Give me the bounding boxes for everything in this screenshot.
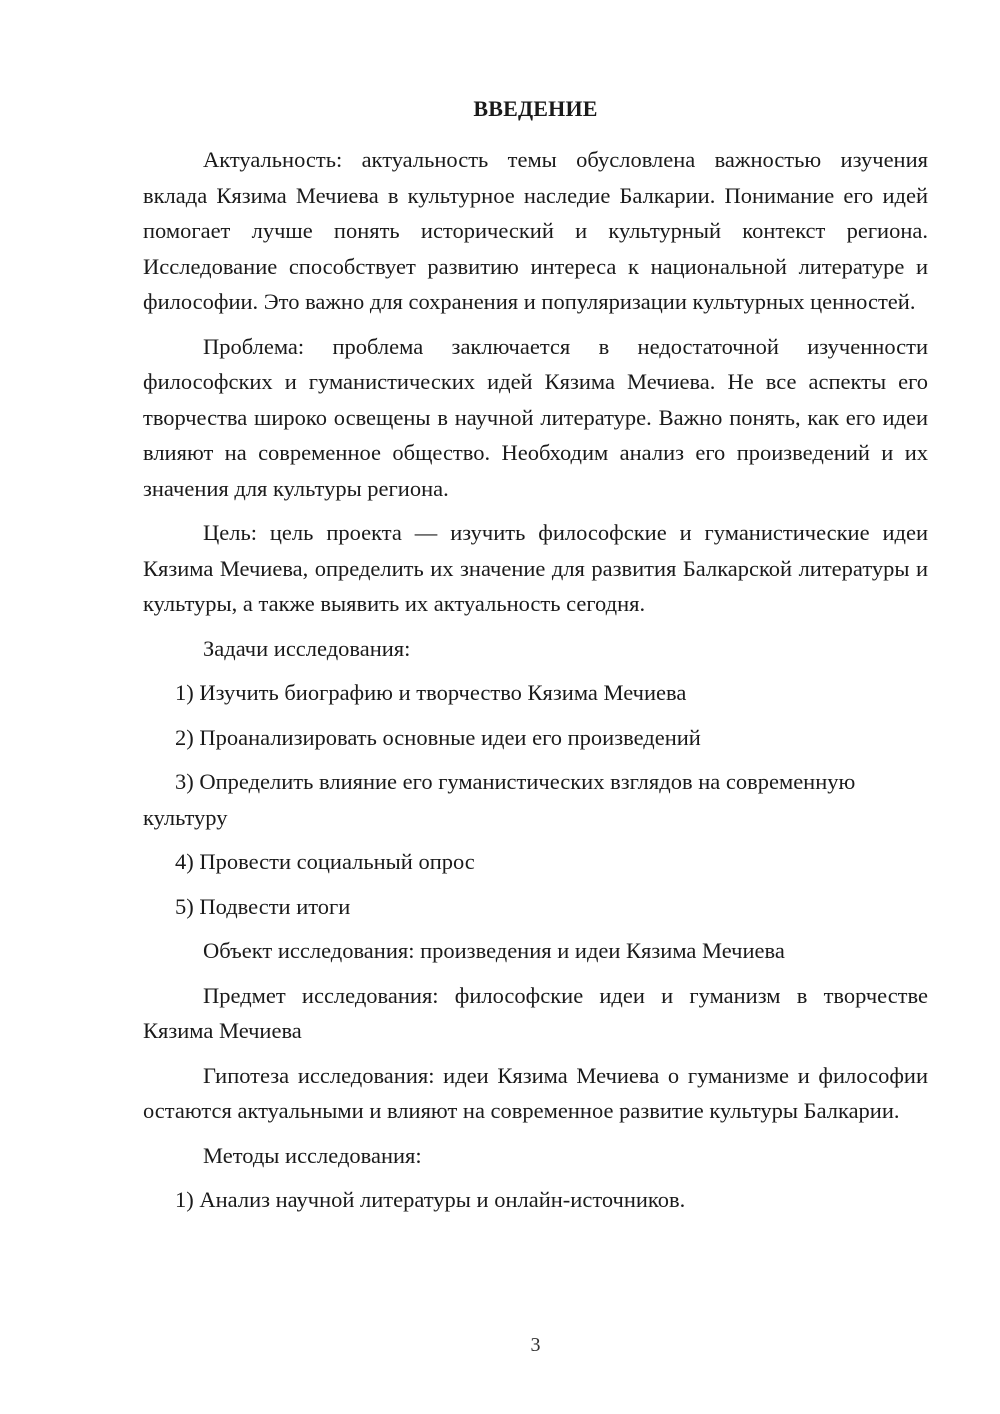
section-title: ВВЕДЕНИЕ <box>473 96 598 121</box>
task-item: 2) Проанализировать основные идеи его произведений <box>175 724 701 750</box>
paragraph-hypothesis: Гипотеза исследования: идеи Кязима Мечиева о гуманизме и философии остаются актуальными и влияют на современное развитие культуры Балкарии. <box>143 1062 928 1123</box>
page-number: 3 <box>530 1334 541 1356</box>
paragraph-problem: Проблема: проблема заключается в недостаточной изученности философских и гуманистических идей Кязима Мечиева. Не все аспекты его творчества широко освещены в научной литературе. Важно понять, как его идеи влияют на современное общество. Необходим анализ его произведений и их значения для культуры региона. <box>143 333 928 501</box>
task-item: 4) Провести социальный опрос <box>175 849 475 874</box>
paragraph-object: Объект исследования: произведения и идеи Кязима Мечиева <box>203 938 785 963</box>
task-item: 5) Подвести итоги <box>175 893 351 919</box>
tasks-heading: Задачи исследования: <box>203 635 411 661</box>
document-body <box>143 142 928 1227</box>
paragraph-relevance: Актуальность: актуальность темы обусловлена важностью изучения вклада Кязима Мечиева в культурное наследие Балкарии. Понимание его идей помогает лучше понять исторический и культурный контекст региона. Исследование способствует развитию интереса к национальной литературе и философии. Это важно для сохранения и популяризации культурных ценностей. <box>143 147 928 314</box>
task-item: 3) Определить влияние его гуманистических взглядов на современную культуру <box>143 769 856 830</box>
document-page <box>143 0 928 1414</box>
paragraph-subject: Предмет исследования: философские идеи и гуманизм в творчестве Кязима Мечиева <box>143 982 928 1043</box>
method-item: 1) Анализ научной литературы и онлайн-источников. <box>175 1187 686 1212</box>
task-item: 1) Изучить биографию и творчество Кязима Мечиева <box>175 680 687 705</box>
methods-heading: Методы исследования: <box>203 1142 422 1168</box>
paragraph-goal: Цель: цель проекта — изучить философские и гуманистические идеи Кязима Мечиева, определить их значение для развития Балкарской литературы и культуры, а также выявить их актуальность сегодня. <box>143 520 928 616</box>
